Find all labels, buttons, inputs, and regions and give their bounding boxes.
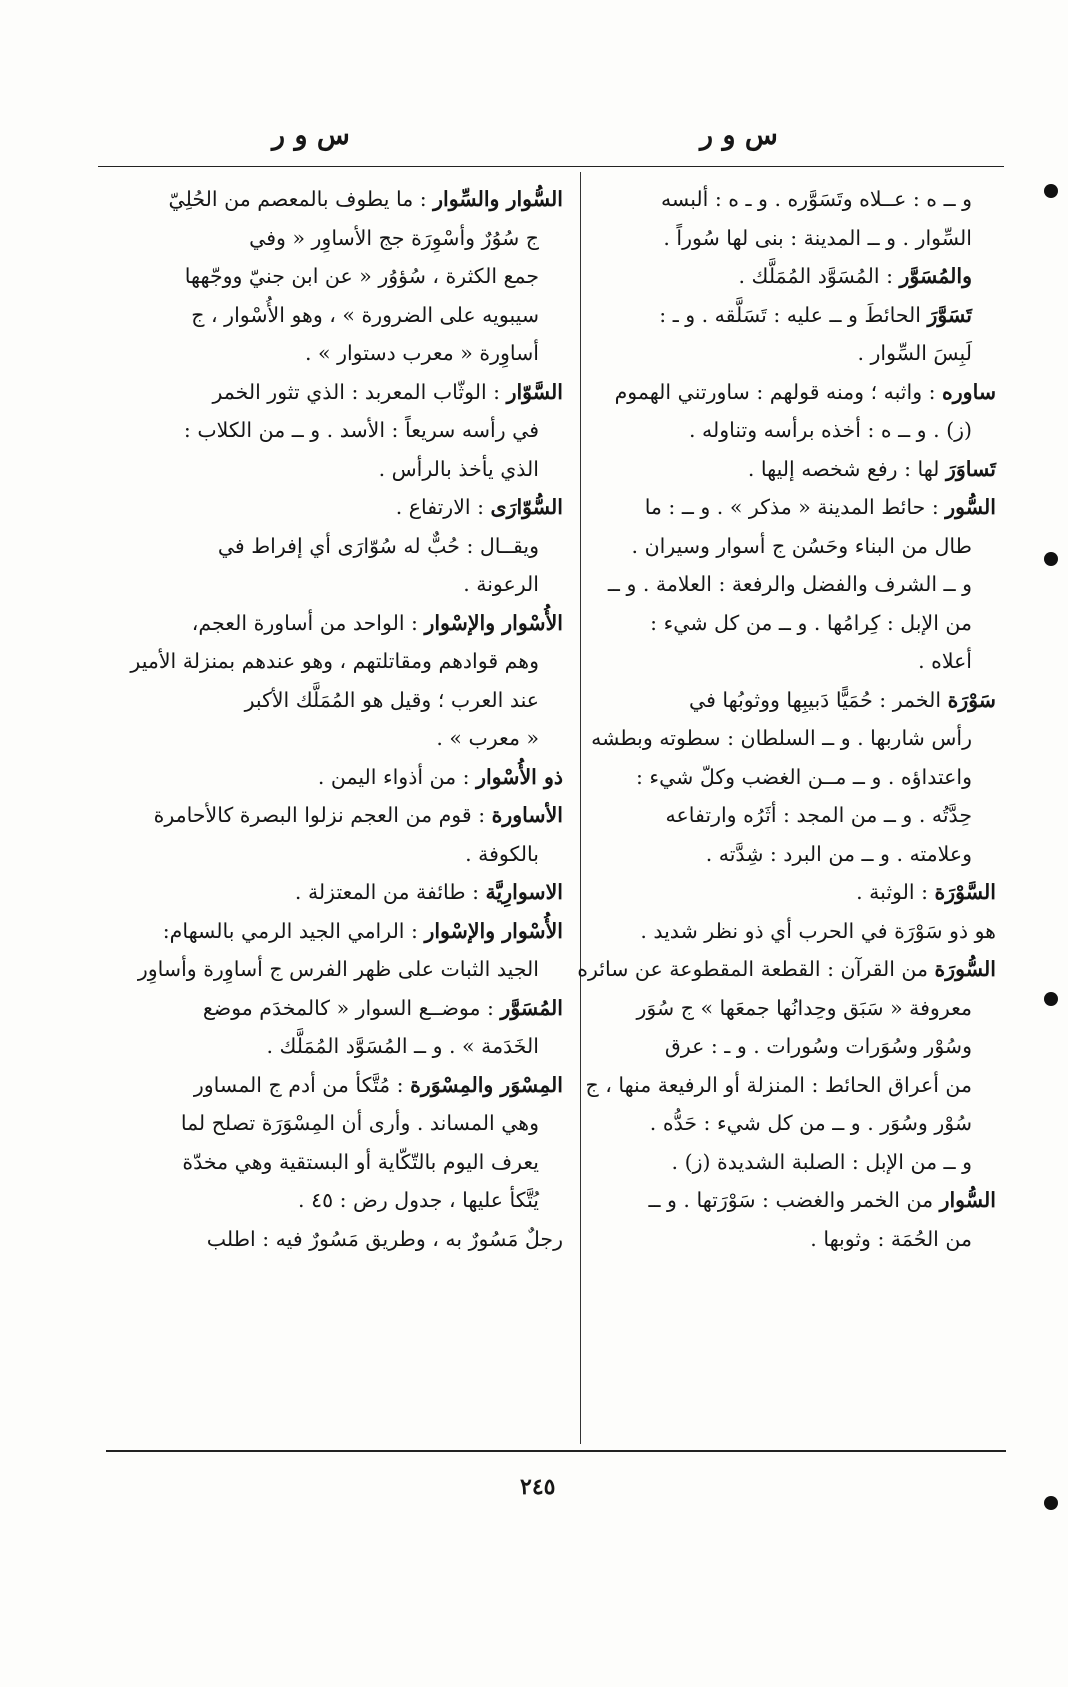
definition-text: و ــ ه : عــلاه وتَسَوَّره . و ـ ه : ألبسه bbox=[660, 187, 972, 211]
definition-text: واعتداؤه . و ــ مــن الغضب وكلّ شيء : bbox=[636, 764, 972, 789]
definition-text: من الحُمَة : وثوبها . bbox=[810, 1226, 972, 1251]
definition-text: عند العرب ؛ وقيل هو المُمَلَّك الأكبر bbox=[244, 687, 539, 712]
definition-text: : من أذواء اليمن . bbox=[317, 764, 477, 789]
definition-text: : الوثّاب المعربد : الذي تثور الخمر bbox=[212, 379, 507, 404]
headword: السَّوْرَة bbox=[934, 880, 996, 904]
headword: ساوره bbox=[942, 379, 996, 404]
text-line bbox=[108, 450, 563, 489]
text-line bbox=[108, 565, 563, 604]
definition-text: : ما يطوف بالمعصم من الحُلِيّ bbox=[168, 187, 434, 211]
right-header-title: س و ر bbox=[700, 120, 778, 151]
headword: المِسْوَر والمِسْوَرة bbox=[410, 1072, 563, 1097]
headword: السُّور bbox=[945, 495, 996, 519]
definition-text: لَبِسَ السِّوار . bbox=[857, 341, 972, 365]
text-line bbox=[556, 334, 996, 373]
definition-text: وهي المساند . وأرى أن المِسْوَرَة تصلح لما bbox=[180, 1111, 539, 1135]
text-line bbox=[556, 527, 996, 566]
text-line bbox=[108, 527, 563, 566]
text-line bbox=[108, 1220, 563, 1259]
text-line bbox=[556, 180, 996, 219]
definition-text: يُتَّكأ عليها ، جدول رض : ٤٥ . bbox=[298, 1188, 539, 1212]
text-line bbox=[556, 912, 996, 951]
text-line bbox=[556, 219, 996, 258]
text-line bbox=[108, 604, 563, 643]
text-line bbox=[108, 373, 563, 412]
text-line bbox=[108, 758, 563, 797]
definition-text: أساوِرة « معرب دستوار » . bbox=[305, 341, 539, 365]
margin-mark bbox=[1044, 184, 1058, 198]
text-line bbox=[108, 912, 563, 951]
margin-mark bbox=[1044, 552, 1058, 566]
definition-text: لها : رفع شخصه إليها . bbox=[747, 456, 946, 481]
text-line bbox=[108, 719, 563, 758]
definition-text: السِّوار . و ــ المدينة : بنى لها سُوراً . bbox=[663, 225, 972, 250]
definition-text: من الخمر والغضب : سَوْرَتها . و ــ bbox=[648, 1188, 940, 1212]
margin-mark bbox=[1044, 992, 1058, 1006]
headword: السُّورَة bbox=[934, 957, 996, 981]
headword: تَساوَرَ bbox=[945, 456, 996, 481]
page-number: ٢٤٥ bbox=[520, 1474, 556, 1500]
headword: السُّوار والسِّوار bbox=[433, 187, 563, 211]
definition-text: الرعونة . bbox=[463, 572, 539, 596]
headword: الأُسْوار والإسْوار bbox=[424, 918, 563, 943]
text-line bbox=[108, 334, 563, 373]
definition-text: : الارتفاع . bbox=[395, 495, 491, 519]
definition-text: سُوْر وسُوَر . و ــ من كل شيء : حَدُّه . bbox=[649, 1111, 972, 1135]
text-line bbox=[556, 296, 996, 335]
definition-text: (ز) . و ــ ه : أخذه برأسه وتناوله . bbox=[688, 418, 972, 442]
definition-text: معروفة « سَبَق وحِدانُها جمعَها » ج سُوَر bbox=[636, 995, 972, 1020]
text-line bbox=[556, 257, 996, 296]
definition-text: : مُتَّكأ من أدم ج المساور bbox=[193, 1072, 411, 1097]
text-line bbox=[108, 989, 563, 1028]
headword: الاسوارِيَّة bbox=[485, 880, 563, 904]
text-line bbox=[108, 1181, 563, 1220]
definition-text: جمع الكثرة ، سُؤوُر « عن ابن جنيّ ووجّهها bbox=[184, 264, 539, 288]
definition-text: : قوم من العجم نزلوا البصرة كالأحامرة bbox=[153, 803, 492, 827]
text-line bbox=[556, 719, 996, 758]
definition-text: : الوثبة . bbox=[856, 880, 935, 904]
definition-text: ج سُوُرٌ وأسْوِرَة جج الأساوِر « وفي bbox=[249, 225, 539, 250]
text-line bbox=[556, 604, 996, 643]
headword: السَّوّار bbox=[506, 379, 563, 404]
text-line bbox=[556, 873, 996, 912]
text-line bbox=[108, 1104, 563, 1143]
definition-text: : طائفة من المعتزلة . bbox=[294, 880, 486, 904]
text-line bbox=[108, 1027, 563, 1066]
text-line bbox=[108, 219, 563, 258]
text-line bbox=[108, 180, 563, 219]
definition-text: طال من البناء وحَسُن ج أسوار وسيران . bbox=[631, 533, 972, 558]
text-line bbox=[556, 565, 996, 604]
text-line bbox=[108, 681, 563, 720]
definition-text: رأس شاربها . و ــ السلطان : سطوته وبطشه bbox=[591, 726, 972, 750]
definition-text: من القرآن : القطعة المقطوعة عن سائره bbox=[577, 957, 935, 981]
text-line bbox=[556, 488, 996, 527]
headword: والمُسَوَّر bbox=[899, 264, 972, 288]
definition-text: رجلٌ مَسُورٌ به ، وطريق مَسُورٌ فيه : اطلب bbox=[206, 1226, 563, 1251]
left-header-title: س و ر bbox=[272, 120, 350, 151]
definition-text: من الإبل : كِرامُها . و ــ من كل شيء : bbox=[650, 610, 972, 635]
text-line bbox=[108, 257, 563, 296]
text-line bbox=[108, 1066, 563, 1105]
headword: السُّوّارَى bbox=[490, 495, 563, 519]
definition-text: الجيد الثبات على ظهر الفرس ج أساوِرة وأساوِر bbox=[137, 957, 539, 981]
page-header bbox=[0, 120, 1068, 160]
definition-text: وعلامته . و ــ من البرد : شِدَّته . bbox=[705, 841, 972, 866]
definition-text: : واثبه ؛ ومنه قولهم : ساورتني الهموم bbox=[614, 379, 943, 404]
headword: الأساورة bbox=[491, 803, 563, 827]
left-column bbox=[108, 180, 563, 1258]
headword: سَوْرَة bbox=[947, 687, 996, 712]
top-rule bbox=[98, 166, 1004, 167]
definition-text: هو ذو سَوْرَة في الحرب أي ذو نظر شديد . bbox=[640, 918, 996, 943]
definition-text: حِدَّتُه . و ــ من المجد : أثَرُه وارتفاعه bbox=[665, 803, 972, 827]
definition-text: الذي يأخذ بالرأس . bbox=[378, 456, 539, 481]
text-line bbox=[556, 450, 996, 489]
headword: الأُسْوار والإسْوار bbox=[424, 610, 563, 635]
right-column bbox=[556, 180, 996, 1258]
definition-text: ويقــال : حُبٌّ له سُوّارَى أي إفراط في bbox=[217, 533, 539, 558]
headword: تَسَوَّرَ bbox=[927, 302, 972, 327]
text-line bbox=[556, 758, 996, 797]
text-line bbox=[108, 873, 563, 912]
definition-text: : حائط المدينة « مذكر » . و ــ : ما bbox=[644, 495, 946, 519]
text-line bbox=[556, 1104, 996, 1143]
text-line bbox=[556, 373, 996, 412]
text-line bbox=[108, 1143, 563, 1182]
definition-text: في رأسه سريعاً : الأسد . و ــ من الكلاب : bbox=[183, 418, 539, 442]
text-line bbox=[108, 796, 563, 835]
definition-text: الخَدَمة » . و ــ المُسَوَّد المُمَلَّك . bbox=[266, 1034, 539, 1058]
text-line bbox=[556, 681, 996, 720]
text-line bbox=[108, 488, 563, 527]
text-line bbox=[556, 411, 996, 450]
definition-text: الحائطَ و ــ عليه : تَسَلَّقه . و ـ : bbox=[659, 302, 928, 327]
text-line bbox=[108, 642, 563, 681]
definition-text: و ــ من الإبل : الصلبة الشديدة (ز) . bbox=[671, 1149, 972, 1174]
text-line bbox=[108, 411, 563, 450]
text-line bbox=[108, 296, 563, 335]
definition-text: : موضــع السوار « كالمخدَم موضع bbox=[202, 995, 501, 1020]
text-line bbox=[556, 989, 996, 1028]
definition-text: بالكوفة . bbox=[465, 841, 539, 866]
text-line bbox=[556, 1220, 996, 1259]
definition-text: الخمر : حُمَيًّا دَبيبِها ووثوبُها في bbox=[688, 687, 948, 712]
text-line bbox=[556, 835, 996, 874]
headword: المُسَوَّر bbox=[500, 995, 563, 1020]
headword: ذو الأُسْوار bbox=[476, 764, 563, 789]
definition-text: من أعراق الحائط : المنزلة أو الرفيعة منها ، ج bbox=[585, 1072, 972, 1097]
text-line bbox=[556, 1143, 996, 1182]
definition-text: : الرامي الجيد الرمي بالسهام: bbox=[162, 918, 425, 943]
headword: السُّوار bbox=[939, 1188, 996, 1212]
margin-mark bbox=[1044, 1496, 1058, 1510]
definition-text: و ــ الشرف والفضل والرفعة : العلامة . و ــ bbox=[607, 572, 972, 596]
text-line bbox=[556, 1181, 996, 1220]
definition-text: : الواحد من أساورة العجم، bbox=[191, 610, 425, 635]
definition-text: وهم قوادهم ومقاتلتهم ، وهو عندهم بمنزلة الأمير bbox=[130, 649, 539, 673]
definition-text: « معرب » . bbox=[436, 726, 539, 750]
text-line bbox=[108, 950, 563, 989]
definition-text: يعرف اليوم بالتّكّاية أو البستقية وهي مخدّة bbox=[182, 1149, 539, 1174]
bottom-rule bbox=[106, 1450, 1006, 1452]
text-line bbox=[556, 796, 996, 835]
text-line bbox=[556, 642, 996, 681]
text-line bbox=[108, 835, 563, 874]
text-line bbox=[556, 1066, 996, 1105]
definition-text: سيبويه على الضرورة » ، وهو الأُسْوار ، ج bbox=[191, 302, 539, 327]
text-line bbox=[556, 1027, 996, 1066]
definition-text: وسُوْر وسُوَرات وسُورات . و ـ : عرق bbox=[664, 1034, 972, 1058]
text-line bbox=[556, 950, 996, 989]
definition-text: أعلاه . bbox=[918, 649, 972, 673]
definition-text: : المُسَوَّد المُمَلَّك . bbox=[738, 264, 900, 288]
